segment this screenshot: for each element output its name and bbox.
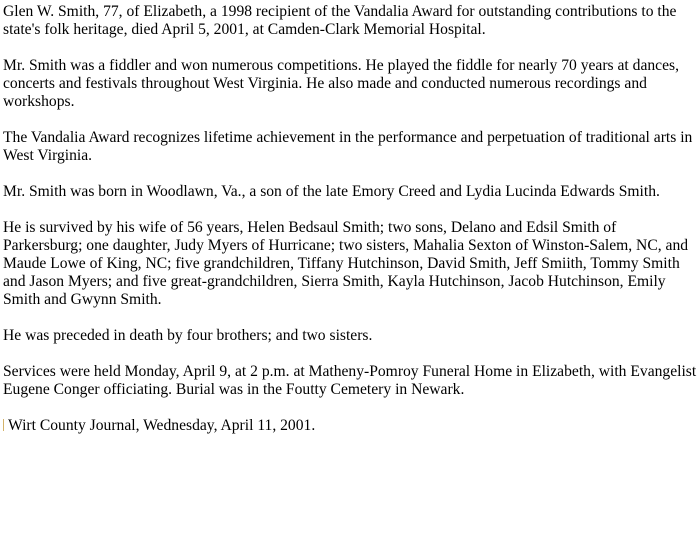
paragraph-fiddler-career: Mr. Smith was a fiddler and won numerous competitions. He played the fiddle for nearly 70 years at dances, concerts and festivals throughout West Virginia. He also made and conducted numerous recordings and workshops.: [3, 57, 679, 110]
paragraph-death-notice: Glen W. Smith, 77, of Elizabeth, a 1998 recipient of the Vandalia Award for outstanding contributions to the state's folk heritage, died April 5, 2001, at Camden-Clark Memorial Hospital.: [3, 3, 677, 38]
source-text: Wirt County Journal, Wednesday, April 11, 2001.: [8, 417, 316, 434]
obituary-article: [3, 3, 697, 435]
source-citation: [3, 417, 697, 435]
paragraph-services: Services were held Monday, April 9, at 2 p.m. at Matheny-Pomroy Funeral Home in Elizabeth, with Evangelist Eugene Conger officiating. Burial was in the Foutty Cemetery in Newark.: [3, 363, 697, 398]
paragraph-preceded-in-death: He was preceded in death by four brothers; and two sisters.: [3, 327, 373, 344]
text-cursor-mark: [3, 419, 4, 431]
paragraph-vandalia-award: The Vandalia Award recognizes lifetime achievement in the performance and perpetuation of traditional arts in West Virginia.: [3, 129, 693, 164]
paragraph-survivors: He is survived by his wife of 56 years, Helen Bedsaul Smith; two sons, Delano and Edsil Smith of Parkersburg; one daughter, Judy Myers of Hurricane; two sisters, Mahalia Sexton of Winston-Salem, NC, and Maude Lowe of King, NC; five grandchildren, Tiffany Hutchinson, David Smith, Jeff Smiith, Tommy Smith and Jason Myers; and five great-grandchildren, Sierra Smith, Kayla Hutchinson, Jacob Hutchinson, Emily Smith and Gwynn Smith.: [3, 219, 689, 308]
paragraph-birth: Mr. Smith was born in Woodlawn, Va., a son of the late Emory Creed and Lydia Lucinda Edwards Smith.: [3, 183, 660, 200]
